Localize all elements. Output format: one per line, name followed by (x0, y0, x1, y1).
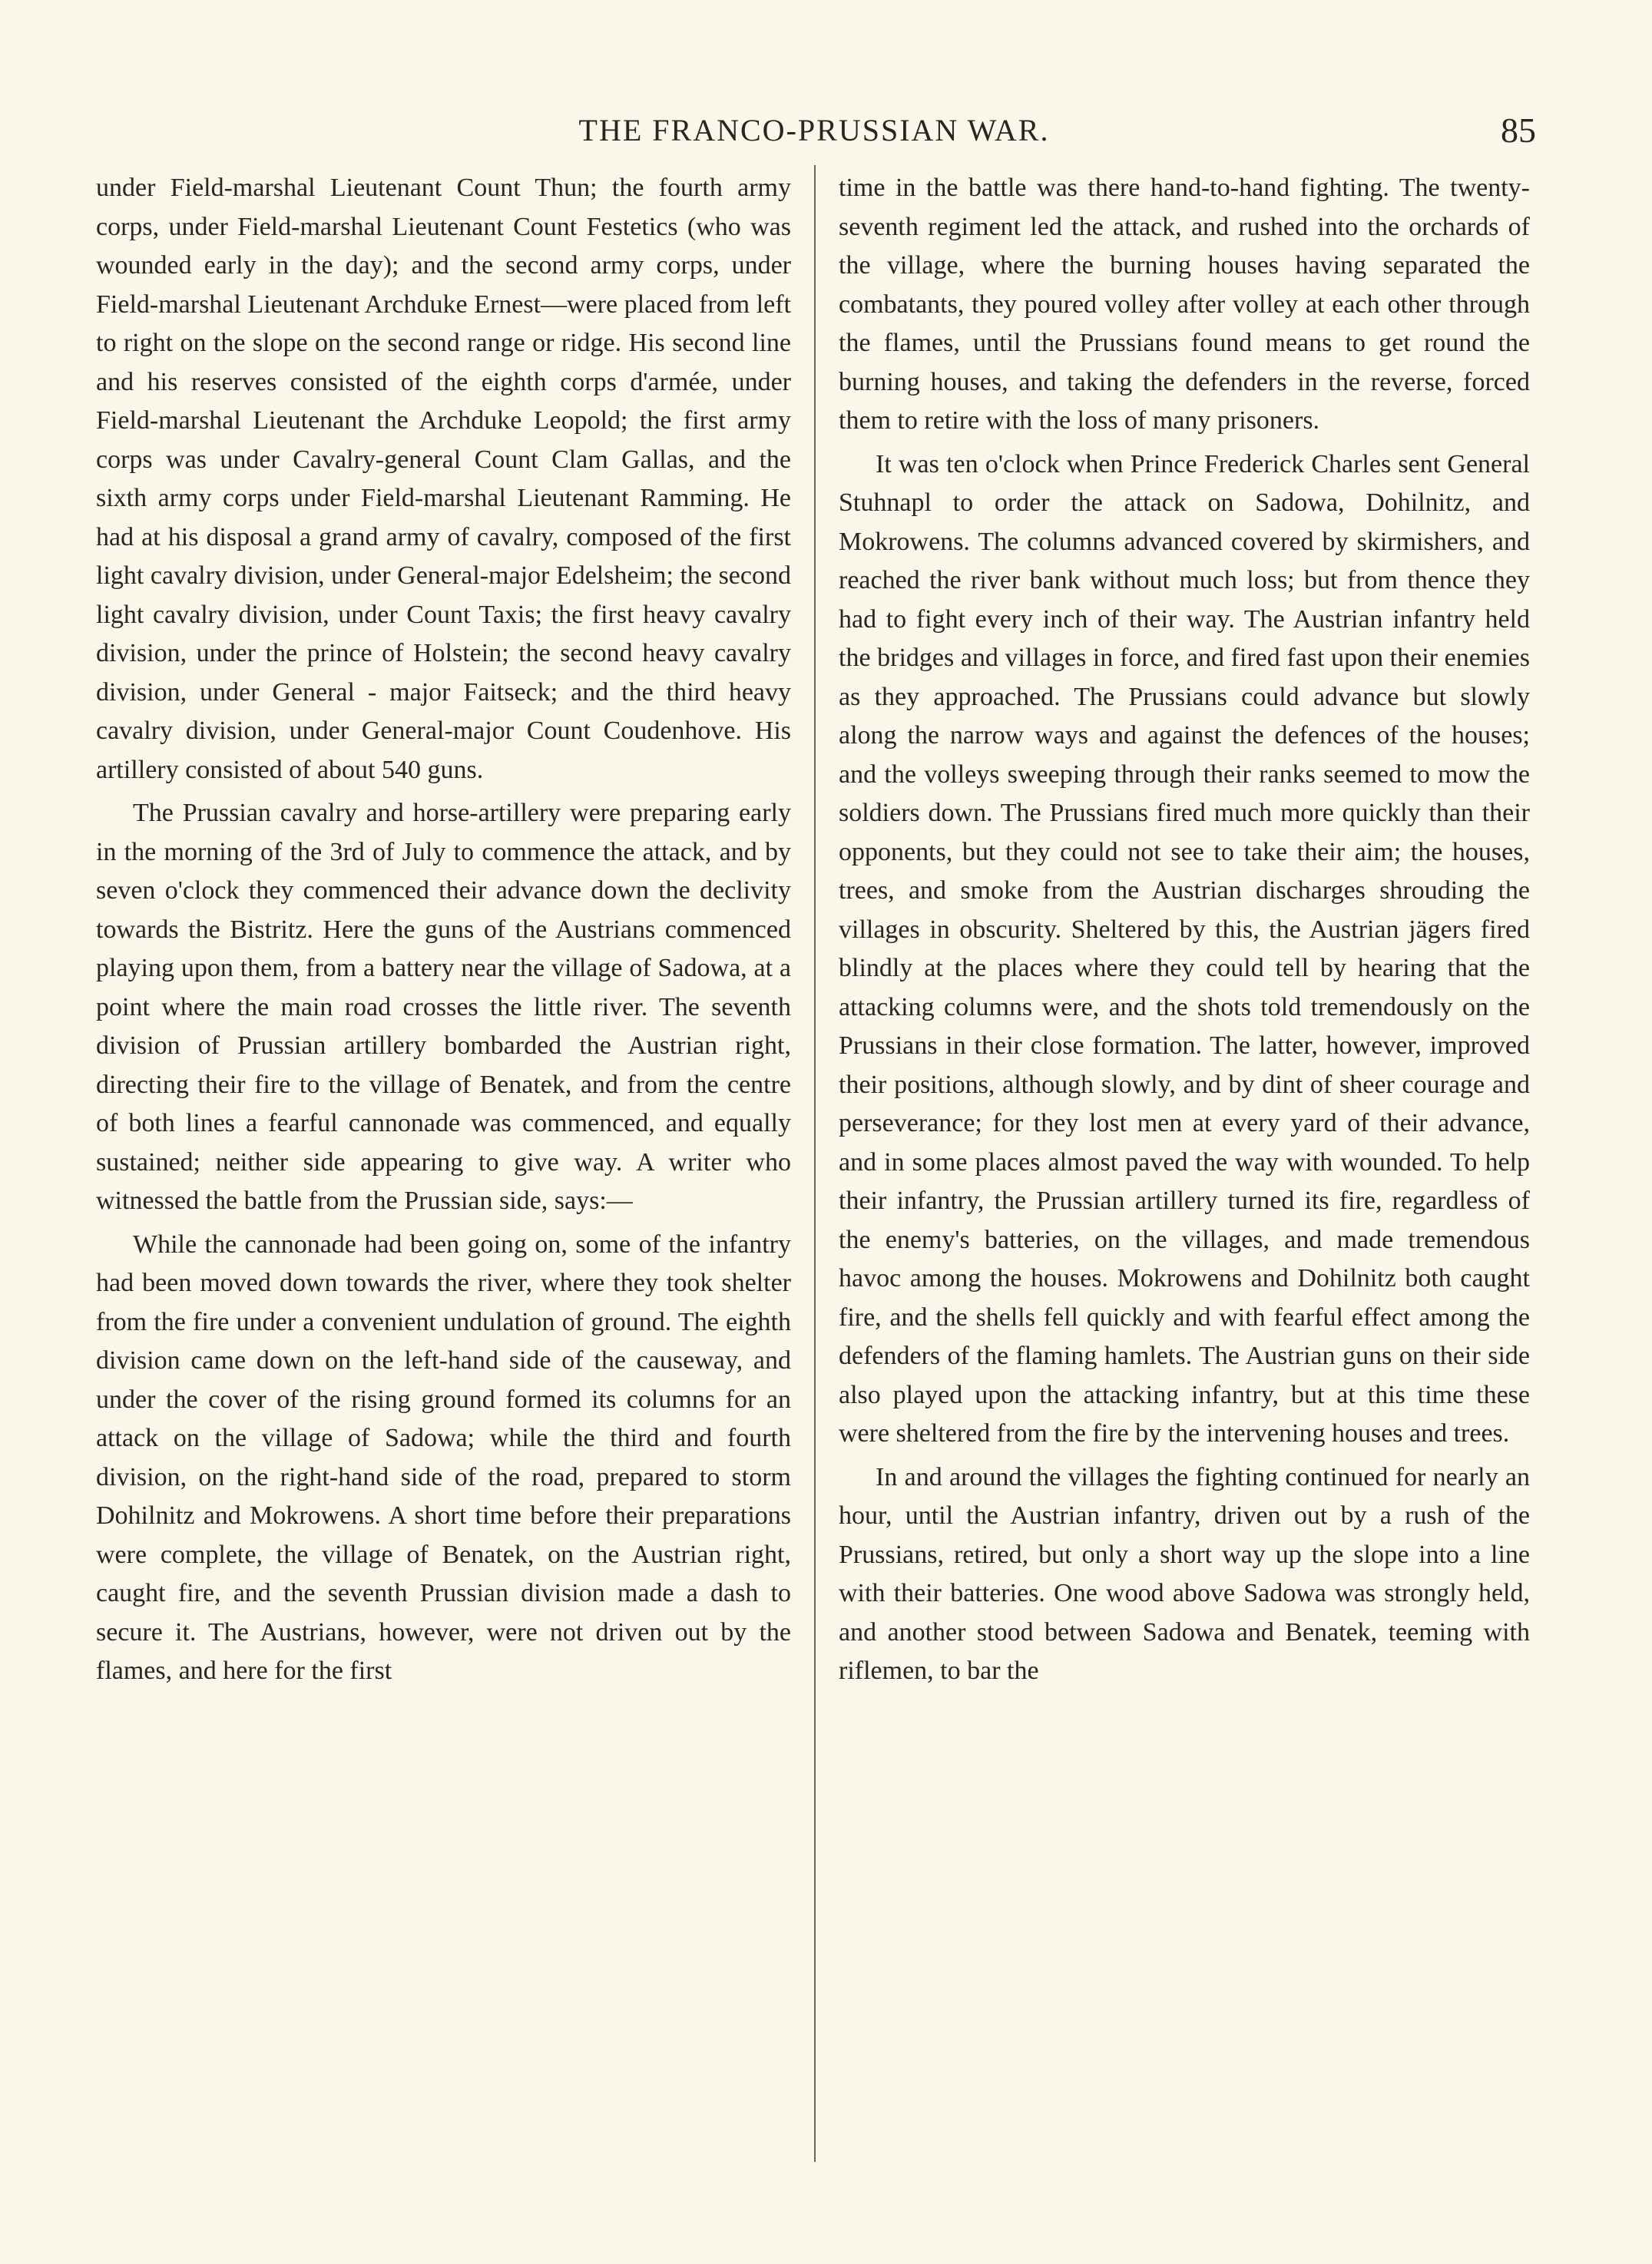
paragraph: In and around the villages the fighting continued for nearly an hour, until the Austrian infantry, driven out by a rush of the Prussians, retired, but only a short way up the slope into a line with their batteries. One wood above Sadowa was strongly held, and another stood between Sadowa and Benatek, teeming with riflemen, to bar the (839, 1462, 1530, 1685)
paragraph: time in the battle was there hand-to-hand fighting. The twenty-seventh regiment led the attack, and rushed into the orchards of the village, where the burning houses having separated the combatants, they poured volley after volley at each other through the flames, until the Prussians found means to get round the burning houses, and taking the defenders in the reverse, forced them to retire with the loss of many prisoners. (839, 174, 1530, 435)
paragraph: The Prussian cavalry and horse-artillery were preparing early in the morning of the 3rd of July to commence the attack, and by seven o'clock they commenced their advance down the declivity towards the Bistritz. Here the guns of the Austrians commenced playing upon them, from a battery near the village of Sadowa, at a point where the main road crosses the little river. The seventh division of Prussian artillery bombarded the Austrian right, directing their fire to the village of Benatek, and from the centre of both lines a fearful cannonade was commenced, and equally sustained; neither side appearing to give way. A writer who witnessed the battle from the Prussian side, says:— (96, 799, 791, 1215)
paragraph: under Field-marshal Lieutenant Count Thun; the fourth army corps, under Field-marshal Lieutenant Count Festetics (who was wounded early in the day); and the second army corps, under Field-marshal Lieutenant Archduke Ernest—were placed from left to right on the slope on the second range or ridge. His second line and his reserves consisted of the eighth corps d'armée, under Field-marshal Lieutenant the Archduke Leopold; the first army corps was under Cavalry-general Count Clam Gallas, and the sixth army corps under Field-marshal Lieutenant Ramming. He had at his disposal a grand army of cavalry, composed of the first light cavalry division, under General-major Edelsheim; the second light cavalry division, under Count Taxis; the first heavy cavalry division, under the prince of Holstein; the second heavy cavalry division, under General - major Faitseck; and the third heavy cavalry division, under General-major Count Coudenhove. His artillery consisted of about 540 guns. (96, 174, 791, 784)
right-column (839, 169, 1530, 2212)
paragraph: While the cannonade had been going on, some of the infantry had been moved down towards the river, where they took shelter from the fire under a convenient undulation of ground. The eighth division came down on the left-hand side of the causeway, and under the cover of the rising ground formed its columns for an attack on the village of Sadowa; while the third and fourth division, on the right-hand side of the road, prepared to storm Dohilnitz and Mokrowens. A short time before their preparations were complete, the village of Benatek, on the Austrian right, caught fire, and the seventh Prussian division made a dash to secure it. The Austrians, however, were not driven out by the flames, and here for the first (96, 1230, 791, 1685)
left-column (96, 169, 791, 2212)
column-divider (814, 165, 816, 2162)
running-head (92, 108, 1536, 154)
running-title: THE FRANCO-PRUSSIAN WAR. (578, 113, 1050, 147)
paragraph: It was ten o'clock when Prince Frederick Charles sent General Stuhnapl to order the attack on Sadowa, Dohilnitz, and Mokrowens. The columns advanced covered by skirmishers, and reached the river bank without much loss; but from thence they had to fight every inch of their way. The Austrian infantry held the bridges and villages in force, and fired fast upon their enemies as they approached. The Prussians could advance but slowly along the narrow ways and against the defences of the houses; and the volleys sweeping through their ranks seemed to mow the soldiers down. The Prussians fired much more quickly than their opponents, but they could not see to take their aim; the houses, trees, and smoke from the Austrian discharges shrouding the villages in obscurity. Sheltered by this, the Austrian jägers fired blindly at the places where they could tell by hearing that the attacking columns were, and the shots told tremendously on the Prussians in their close formation. The latter, however, improved their positions, although slowly, and by dint of sheer courage and perseverance; for they lost men at every yard of their advance, and in some places almost paved the way with wounded. To help their infantry, the Prussian artillery turned its fire, regardless of the enemy's batteries, on the villages, and made tremendous havoc among the houses. Mokrowens and Dohilnitz both caught fire, and the shells fell quickly and with fearful effect among the defenders of the flaming hamlets. The Austrian guns on their side also played upon the attacking infantry, but at this time these were sheltered from the fire by the intervening houses and trees. (839, 449, 1530, 1448)
page-number: 85 (1501, 111, 1536, 150)
